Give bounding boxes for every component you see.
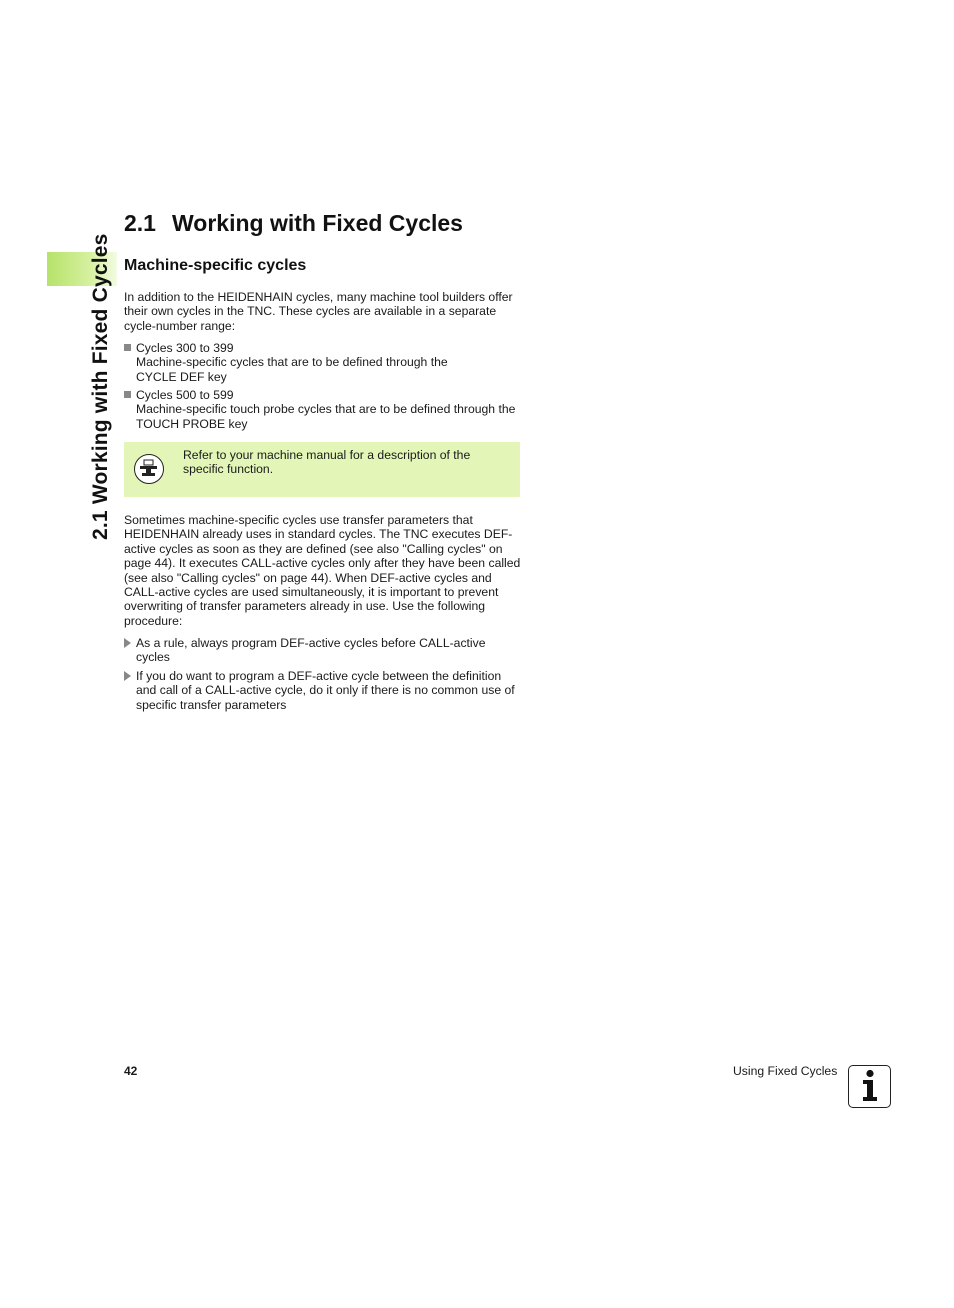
section-number: 2.1 <box>124 210 156 236</box>
book-title: Using Fixed Cycles <box>733 1064 838 1078</box>
machine-manual-icon <box>134 454 164 484</box>
list-item <box>124 388 524 431</box>
bullet-square-icon <box>124 341 136 356</box>
step-text: If you do want to program a DEF-active cycle between the definition and call of a CALL-active cycle, do it only if there is no common use of specific transfer parameters <box>136 669 515 712</box>
intro-paragraph: In addition to the HEIDENHAIN cycles, many machine tool builders offer their own cycles in the TNC. These cycles are available in a separate cycle-number range: <box>124 290 513 333</box>
page-title <box>124 209 463 237</box>
chapter-label: 2.1 Working with Fixed Cycles <box>89 233 112 540</box>
list-item-description: Machine-specific touch probe cycles that are to be defined through the TOUCH PROBE key <box>136 402 516 431</box>
list-item <box>124 341 524 384</box>
step-text: As a rule, always program DEF-active cycles before CALL-active cycles <box>136 636 486 665</box>
subheading: Machine-specific cycles <box>124 257 307 274</box>
section-title: Working with Fixed Cycles <box>172 210 463 236</box>
list-item-description: Machine-specific cycles that are to be defined through the CYCLE DEF key <box>136 355 448 384</box>
list-item-title: Cycles 300 to 399 <box>136 341 234 355</box>
bullet-square-icon <box>124 388 136 403</box>
step-arrow-icon <box>124 636 136 653</box>
list-item <box>124 636 524 665</box>
page-number: 42 <box>124 1064 138 1078</box>
list-item <box>124 669 524 712</box>
info-icon <box>848 1065 891 1108</box>
list-item-title: Cycles 500 to 599 <box>136 388 234 402</box>
body-paragraph: Sometimes machine-specific cycles use transfer parameters that HEIDENHAIN already uses in standard cycles. The TNC executes DEF-active cycles as soon as they are defined (see also "Calling cycles" on page 44). It executes CALL-active cycles only after they have been called (see also "Calling cycles" on page 44). When DEF-active cycles and CALL-active cycles are used simultaneously, it is important to prevent overwriting of transfer parameters already in use. Use the following procedure: <box>124 513 521 628</box>
note-text: Refer to your machine manual for a description of the specific function. <box>183 448 471 477</box>
note-box <box>124 442 520 497</box>
step-arrow-icon <box>124 669 136 686</box>
